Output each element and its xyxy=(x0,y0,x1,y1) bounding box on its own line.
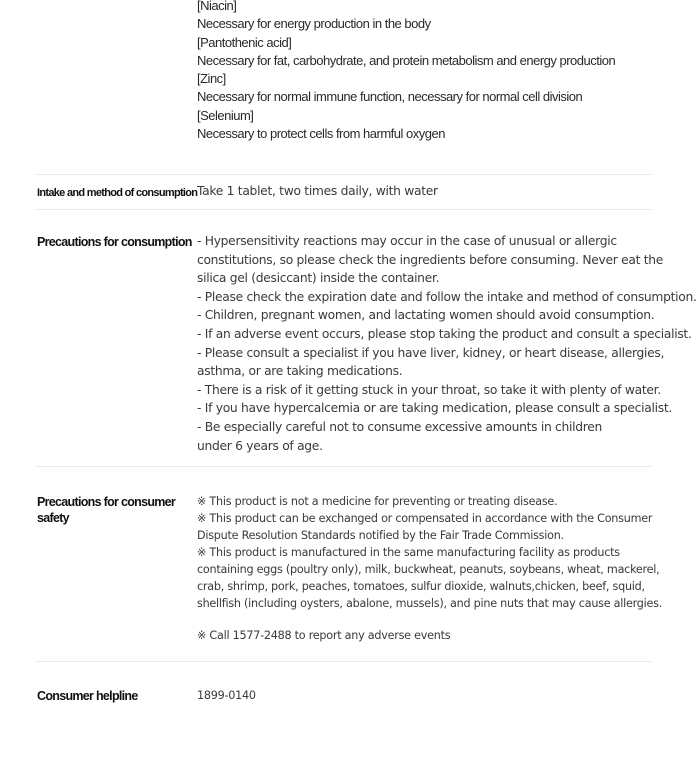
functional-ingredients-list xyxy=(197,0,615,143)
ingredient-name: [Niacin] xyxy=(197,0,237,13)
safety-line: Dispute Resolution Standards notified by the Fair Trade Commission. xyxy=(197,529,564,542)
ingredient-function: Necessary to protect cells from harmful oxygen xyxy=(197,126,445,142)
precaution-line: - If an adverse event occurs, please stop taking the product and consult a specialist. xyxy=(197,326,692,341)
precaution-line: - Children, pregnant women, and lactating women should avoid consumption. xyxy=(197,308,655,323)
precautions-safety-list xyxy=(197,493,662,612)
section-divider xyxy=(35,174,652,175)
precaution-line: - There is a risk of it getting stuck in your throat, so take it with plenty of water. xyxy=(197,382,661,397)
precaution-line: - Please consult a specialist if you have liver, kidney, or heart disease, allergies, xyxy=(197,345,665,360)
safety-line: ※ This product can be exchanged or compensated in accordance with the Consumer xyxy=(197,512,653,525)
intake-label: Intake and method of consumption xyxy=(37,187,198,199)
helpline-label: Consumer helpline xyxy=(37,689,138,703)
helpline-number: 1899-0140 xyxy=(197,689,256,702)
ingredient-function: Necessary for energy production in the body xyxy=(197,16,431,32)
precautions-consumption-label: Precautions for consumption xyxy=(37,235,192,249)
precaution-line: asthma, or are taking medications. xyxy=(197,364,403,379)
ingredient-name: [Pantothenic acid] xyxy=(197,34,292,50)
intake-value: Take 1 tablet, two times daily, with water xyxy=(197,184,438,198)
precaution-line: - Be especially careful not to consume excessive amounts in children xyxy=(197,419,602,434)
precautions-safety-label-line: safety xyxy=(37,511,69,525)
precautions-safety-label-line: Precautions for consumer xyxy=(37,495,176,509)
safety-line: ※ This product is not a medicine for preventing or treating disease. xyxy=(197,495,558,508)
ingredient-name: [Selenium] xyxy=(197,107,254,123)
precaution-line: constitutions, so please check the ingredients before consuming. Never eat the xyxy=(197,252,664,267)
adverse-event-report-line: ※ Call 1577-2488 to report any adverse events xyxy=(197,629,451,642)
ingredient-name: [Zinc] xyxy=(197,71,226,87)
ingredient-function: Necessary for normal immune function, necessary for normal cell division xyxy=(197,89,583,105)
section-divider xyxy=(35,466,652,467)
section-divider xyxy=(35,209,652,210)
precaution-line: silica gel (desiccant) inside the container. xyxy=(197,271,440,286)
precaution-line: under 6 years of age. xyxy=(197,438,323,453)
ingredient-function: Necessary for fat, carbohydrate, and protein metabolism and energy production xyxy=(197,52,616,68)
precaution-line: - Please check the expiration date and follow the intake and method of consumption. xyxy=(197,289,697,304)
precaution-line: - If you have hypercalcemia or are taking medication, please consult a specialist. xyxy=(197,401,672,416)
section-divider xyxy=(35,661,652,662)
safety-line: crab, shrimp, pork, peaches, tomatoes, sulfur dioxide, walnuts,chicken, beef, squid, xyxy=(197,580,645,593)
precaution-line: - Hypersensitivity reactions may occur in the case of unusual or allergic xyxy=(197,234,617,248)
precautions-consumption-list xyxy=(197,232,697,455)
precautions-safety-label xyxy=(37,494,175,526)
safety-line: containing eggs (poultry only), milk, buckwheat, peanuts, soybeans, wheat, mackerel, xyxy=(197,563,660,576)
safety-line: ※ This product is manufactured in the same manufacturing facility as products xyxy=(197,546,620,559)
safety-line: shellfish (including oysters, abalone, mussels), and pine nuts that may cause allergies. xyxy=(197,597,663,610)
